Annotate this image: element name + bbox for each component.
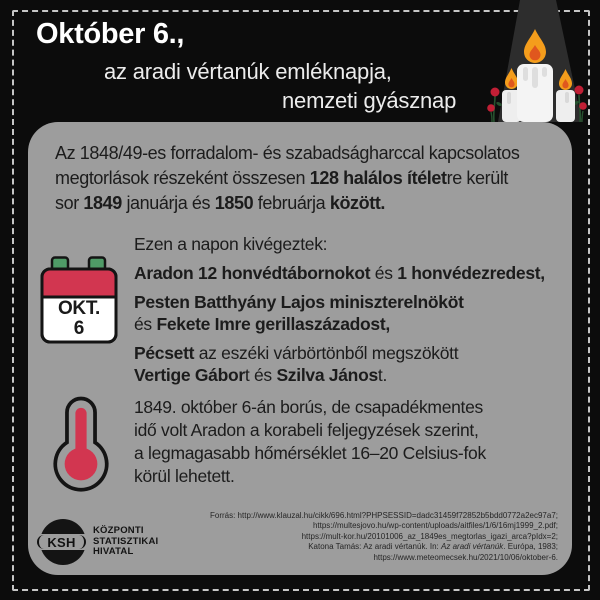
text-segment-bold: 1849 bbox=[83, 193, 122, 213]
weather-line-2: idő volt Aradon a korabeli feljegyzések szerint, bbox=[134, 420, 479, 440]
executions-pest-lines bbox=[134, 291, 545, 335]
text-segment: re került bbox=[446, 168, 509, 188]
ksh-logo-mark bbox=[40, 519, 86, 565]
intro-paragraph bbox=[55, 141, 519, 216]
ksh-logo-abbr: KSH bbox=[47, 534, 76, 550]
text-segment: https://www.meteomecsek.hu/2021/10/06/oktober-6. bbox=[373, 552, 558, 562]
text-segment-bold: 128 halálos ítélet bbox=[309, 168, 447, 188]
text-segment: https://multesjovo.hu/wp-content/uploads/aitfiles/1/6/16mj1999_2.pdf; bbox=[312, 521, 558, 531]
intro-line-1 bbox=[55, 141, 519, 166]
ksh-name-line-2: STATISZTIKAI bbox=[93, 535, 159, 547]
text-segment-bold: Pesten Batthyány Lajos miniszterelnököt bbox=[134, 292, 464, 312]
intro-line-3 bbox=[55, 191, 519, 216]
source-line-3 bbox=[128, 532, 558, 542]
subtitle-line-2: nemzeti gyásznap bbox=[282, 88, 457, 113]
calendar-icon bbox=[40, 256, 118, 344]
source-line-1 bbox=[128, 511, 558, 521]
executions-block bbox=[134, 233, 545, 386]
text-segment-bold: Fekete Imre gerillaszázadost, bbox=[156, 314, 390, 334]
content-panel bbox=[28, 122, 572, 575]
ksh-logo-paren-right bbox=[78, 535, 86, 549]
text-segment: Az 1848/49-es forradalom- és szabadságharccal kapcsolatos bbox=[55, 143, 520, 163]
calendar-day-label: 6 bbox=[73, 318, 85, 339]
executions-pest-line-2 bbox=[134, 313, 545, 335]
executions-pest-line-1 bbox=[134, 291, 545, 313]
text-segment: Katona Tamás: Az aradi vértanúk. In: bbox=[308, 542, 442, 552]
ksh-logo-paren-left bbox=[37, 535, 45, 549]
text-segment-bold: Pécsett bbox=[134, 343, 195, 363]
text-segment: megtorlások részeként összesen bbox=[55, 168, 310, 188]
text-segment: sor bbox=[55, 193, 84, 213]
text-segment: t. bbox=[377, 365, 388, 385]
calendar-month-label: OKT. bbox=[57, 298, 101, 319]
candles-icon bbox=[486, 0, 600, 122]
weather-paragraph bbox=[134, 396, 486, 488]
executions-arad-line bbox=[134, 262, 545, 284]
text-segment-bold: 1 honvédezredest, bbox=[397, 263, 545, 283]
text-segment-bold: Vertige Gábor bbox=[134, 365, 245, 385]
sources-text bbox=[128, 511, 558, 563]
weather-line-4: körül lehetett. bbox=[134, 466, 235, 486]
executions-pecs-lines bbox=[134, 342, 545, 386]
ksh-logo-band bbox=[34, 534, 89, 550]
weather-line-1: 1849. október 6-án borús, de csapadékmentes bbox=[134, 397, 484, 417]
executions-pecs-line-2 bbox=[134, 364, 545, 386]
text-segment: Forrás: http://www.klauzal.hu/cikk/696.html?PHPSESSID=dadc31459f72852b5bdd0772a2ec97a7; bbox=[210, 511, 558, 520]
text-segment: februárja bbox=[253, 193, 330, 213]
intro-line-2 bbox=[55, 166, 519, 191]
executions-intro: Ezen a napon kivégeztek: bbox=[134, 234, 328, 254]
text-segment: és bbox=[370, 263, 398, 283]
executions-pecs-line-1 bbox=[134, 342, 545, 364]
subtitle-line-1: az aradi vértanúk emléknapja, bbox=[104, 59, 392, 84]
text-segment: és bbox=[134, 314, 157, 334]
text-segment: t és bbox=[244, 365, 277, 385]
text-segment-bold: 1850 bbox=[214, 193, 254, 213]
thermometer-icon bbox=[52, 390, 110, 494]
text-segment-bold: között. bbox=[329, 193, 386, 213]
source-line-2 bbox=[128, 521, 558, 531]
text-segment-italic: Az aradi vértanúk bbox=[441, 542, 504, 552]
text-segment-bold: Szilva János bbox=[276, 365, 378, 385]
text-segment: az eszéki várbörtönből megszökött bbox=[194, 343, 459, 363]
ksh-name-line-1: KÖZPONTI bbox=[93, 525, 144, 537]
weather-line-3: a legmagasabb hőmérséklet 16–20 Celsius-fok bbox=[134, 443, 486, 463]
ksh-name-line-3: HIVATAL bbox=[93, 546, 134, 558]
source-line-4 bbox=[128, 542, 558, 552]
text-segment: https://mult-kor.hu/20101006_az_1849es_megtorlas_igazi_arca?pIdx=2; bbox=[301, 531, 558, 541]
source-line-5 bbox=[128, 553, 558, 563]
page-title: Október 6., bbox=[36, 18, 185, 50]
text-segment: januárja és bbox=[121, 193, 215, 213]
text-segment-bold: Aradon 12 honvédtábornokot bbox=[134, 263, 371, 283]
text-segment: . Európa, 1983; bbox=[503, 542, 558, 552]
